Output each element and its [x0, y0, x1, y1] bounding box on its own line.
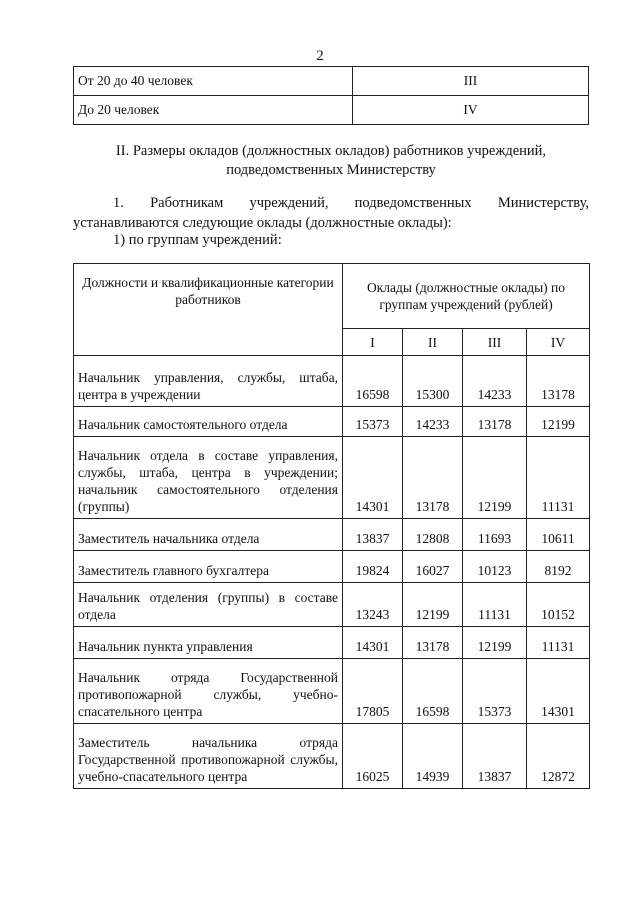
- salary-cell: 13178: [527, 356, 590, 407]
- group-header: IV: [527, 329, 590, 356]
- table-row: [74, 67, 589, 96]
- group-header: III: [463, 329, 527, 356]
- section-heading-line1: II. Размеры окладов (должностных окладов) работников учреждений,: [115, 143, 547, 159]
- table-row: [74, 583, 590, 627]
- position-column-header: Должности и квалификационные категории работников: [74, 264, 343, 356]
- salary-cell: 14301: [527, 659, 590, 724]
- salary-cell: 15373: [463, 659, 527, 724]
- salary-cell: 11131: [527, 627, 590, 659]
- salary-cell: 13837: [463, 724, 527, 789]
- section-heading: [73, 142, 589, 180]
- table-row: [74, 551, 590, 583]
- salary-cell: 19824: [343, 551, 403, 583]
- position-cell: Заместитель начальника отдела: [74, 519, 343, 551]
- paragraph-word: учреждений,: [249, 195, 329, 211]
- salary-cell: 14233: [463, 356, 527, 407]
- table-row: [74, 627, 590, 659]
- table-row: [74, 659, 590, 724]
- paragraph-2: 1) по группам учреждений:: [113, 232, 282, 248]
- threshold-label: От 20 до 40 человек: [74, 67, 353, 96]
- salary-cell: 14301: [343, 437, 403, 519]
- threshold-group: IV: [353, 96, 589, 125]
- salary-cell: 11693: [463, 519, 527, 551]
- salary-cell: 14233: [403, 407, 463, 437]
- paragraph-word: подведомственных: [354, 195, 472, 211]
- salary-table: [73, 263, 590, 789]
- position-cell: Начальник отряда Государственной противопожарной службы, учебно-спасательного центра: [74, 659, 343, 724]
- salary-cell: 15300: [403, 356, 463, 407]
- salary-cell: 12199: [463, 437, 527, 519]
- salary-cell: 16027: [403, 551, 463, 583]
- paragraph-word: 1.: [113, 195, 124, 211]
- salary-cell: 10611: [527, 519, 590, 551]
- position-cell: Начальник пункта управления: [74, 627, 343, 659]
- position-cell: Заместитель начальника отряда Государственной противопожарной службы, учебно-спасательного центра: [74, 724, 343, 789]
- salary-cell: 13178: [403, 437, 463, 519]
- salary-cell: 12872: [527, 724, 590, 789]
- page-number: 2: [316, 48, 324, 64]
- salary-cell: 13178: [403, 627, 463, 659]
- table-row: [74, 356, 590, 407]
- group-threshold-table: [73, 66, 589, 125]
- position-cell: Начальник управления, службы, штаба, центра в учреждении: [74, 356, 343, 407]
- salary-cell: 12199: [403, 583, 463, 627]
- section-heading-line2: подведомственных Министерству: [226, 162, 436, 178]
- group-header: II: [403, 329, 463, 356]
- salary-cell: 12199: [527, 407, 590, 437]
- position-cell: Начальник отделения (группы) в составе отдела: [74, 583, 343, 627]
- table-row: [74, 724, 590, 789]
- salary-cell: 13178: [463, 407, 527, 437]
- paragraph-1-line2: устанавливаются следующие оклады (должностные оклады):: [73, 215, 452, 231]
- paragraph-word: Работникам: [150, 195, 224, 211]
- position-cell: Начальник самостоятельного отдела: [74, 407, 343, 437]
- salary-cell: 16598: [343, 356, 403, 407]
- table-row: [74, 437, 590, 519]
- salary-cell: 13243: [343, 583, 403, 627]
- table-row: [74, 519, 590, 551]
- salary-cell: 8192: [527, 551, 590, 583]
- salary-cell: 12199: [463, 627, 527, 659]
- salary-cell: 12808: [403, 519, 463, 551]
- table-row: [74, 96, 589, 125]
- salary-cell: 14939: [403, 724, 463, 789]
- position-cell: Начальник отдела в составе управления, службы, штаба, центра в учреждении; начальник самостоятельного отделения (группы): [74, 437, 343, 519]
- table-row: [74, 407, 590, 437]
- salary-cell: 16598: [403, 659, 463, 724]
- salary-cell: 10152: [527, 583, 590, 627]
- group-header: I: [343, 329, 403, 356]
- threshold-group: III: [353, 67, 589, 96]
- salary-cell: 10123: [463, 551, 527, 583]
- table-header-row: [74, 264, 590, 329]
- salary-cell: 15373: [343, 407, 403, 437]
- position-cell: Заместитель главного бухгалтера: [74, 551, 343, 583]
- salary-cell: 17805: [343, 659, 403, 724]
- salary-cell: 13837: [343, 519, 403, 551]
- salary-cell: 14301: [343, 627, 403, 659]
- paragraph-word: Министерству,: [497, 195, 589, 211]
- paragraph-1-line1: [73, 193, 589, 213]
- salary-cell: 16025: [343, 724, 403, 789]
- salary-cell: 11131: [527, 437, 590, 519]
- paragraph-1: [73, 193, 589, 233]
- salary-column-header: Оклады (должностные оклады) по группам учреждений (рублей): [343, 264, 590, 329]
- threshold-label: До 20 человек: [74, 96, 353, 125]
- salary-cell: 11131: [463, 583, 527, 627]
